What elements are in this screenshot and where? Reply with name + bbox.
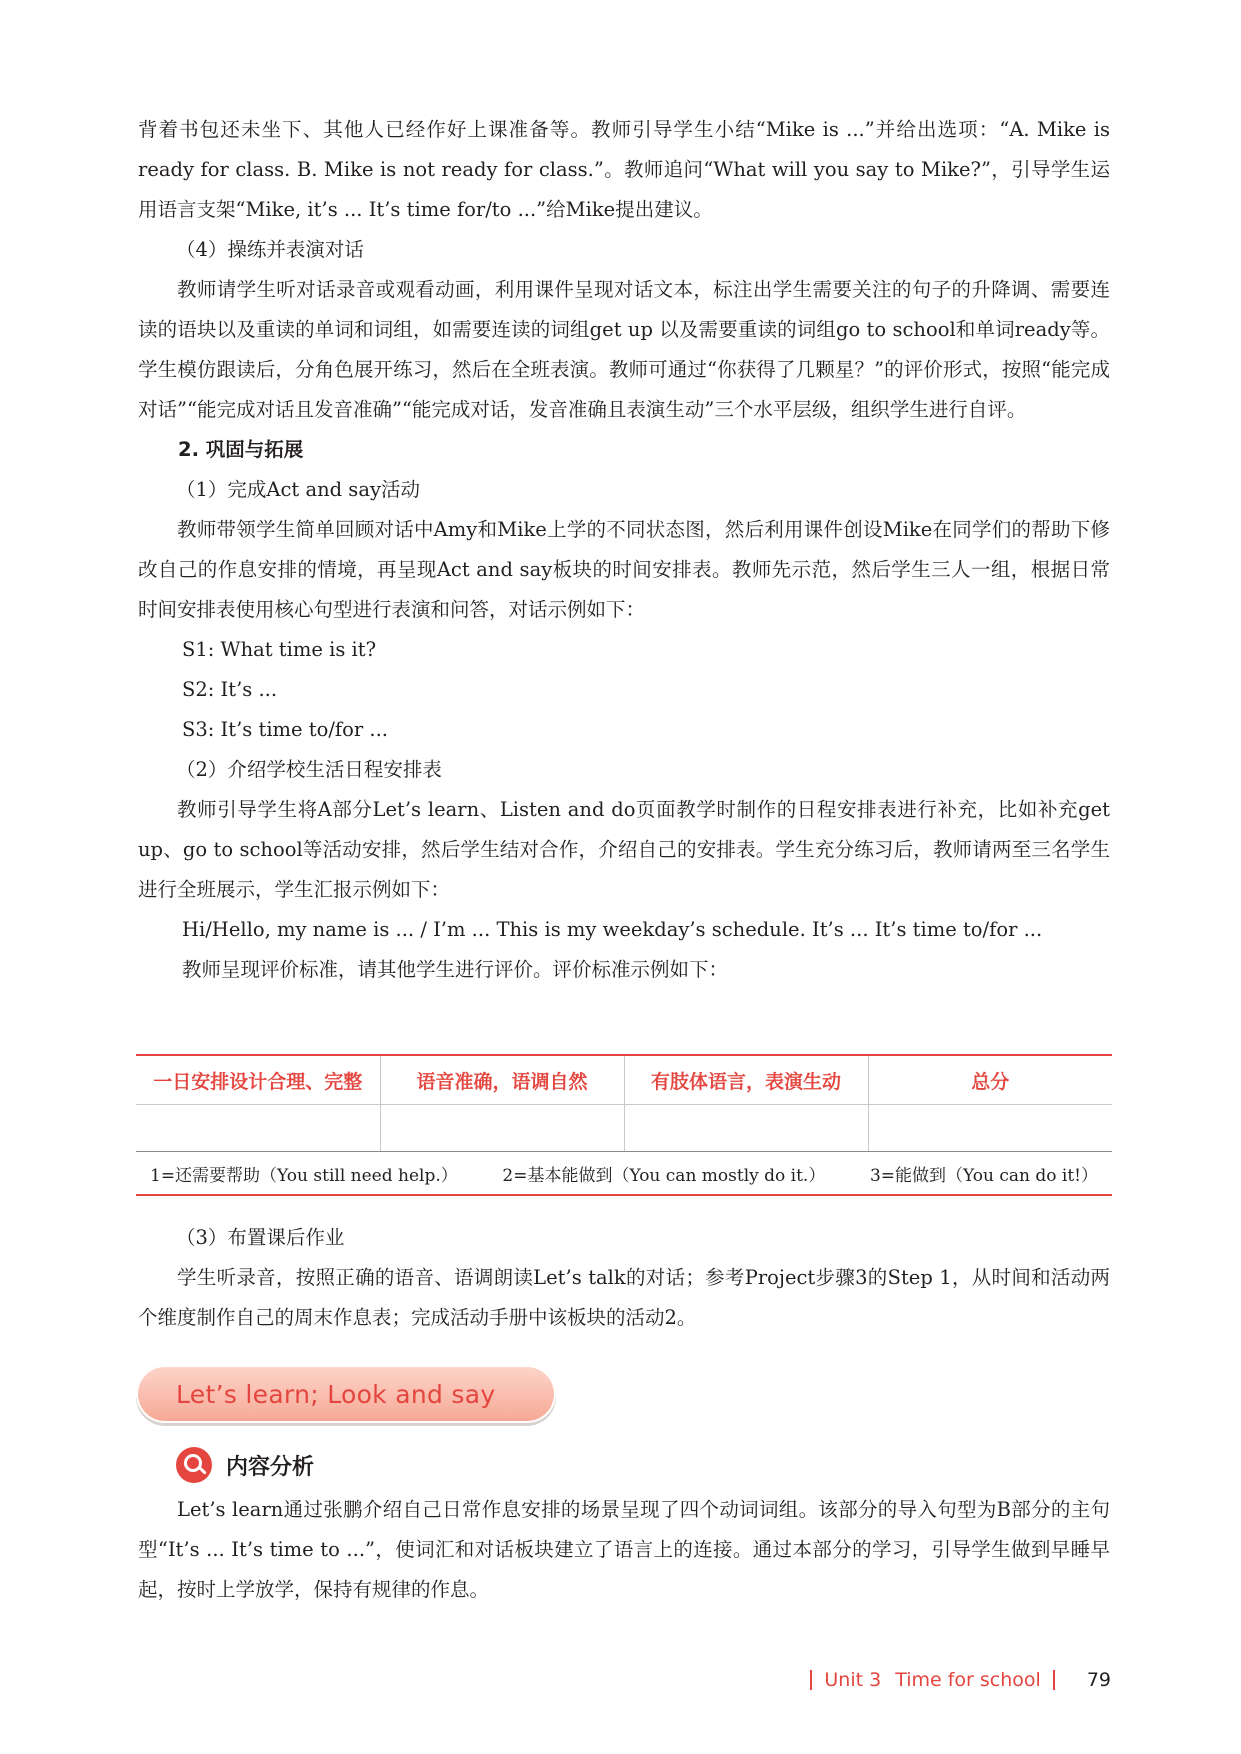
legend-level-2: 2=基本能做到（You can mostly do it.）	[502, 1165, 826, 1186]
analysis-block	[138, 1490, 1110, 1610]
section2-heading: 2. 巩固与拓展	[178, 438, 304, 461]
continuation-paragraph: 背着书包还未坐下、其他人已经作好上课准备等。教师引导学生小结“Mike is ...”并给出选项：“A. Mike is ready for class. B. Mike is not ready for class.”。教师追问“What will you say to Mike?”，引导学生运用语言支架“Mike, it’s ... It’s time for/to ...”给Mike提出建议。	[138, 118, 1110, 221]
sub3-heading: （3）布置课后作业	[176, 1226, 345, 1249]
page-number: 79	[1086, 1669, 1111, 1691]
footer-unit: Unit 3	[824, 1669, 882, 1691]
sub1-paragraph: 教师带领学生简单回顾对话中Amy和Mike上学的不同状态图，然后利用课件创设Mike在同学们的帮助下修改自己的作息安排的情境，再呈现Act and say板块的时间安排表。教师先示范，然后学生三人一组，根据日常时间安排表使用核心句型进行表演和问答，对话示例如下：	[138, 518, 1110, 621]
rubric-header-row	[136, 1055, 1112, 1105]
dialogue-line-1: S1: What time is it?	[182, 638, 377, 661]
analysis-heading: 内容分析	[226, 1454, 315, 1480]
sub2-example: Hi/Hello, my name is ... / I’m ... This is my weekday’s schedule. It’s ... It’s time to/for ...	[182, 918, 1043, 941]
analysis-paragraph: Let’s learn通过张鹏介绍自己日常作息安排的场景呈现了四个动词词组。该部分的导入句型为B部分的主句型“It’s ... It’s time to ...”，使词汇和对话板块建立了语言上的连接。通过本部分的学习，引导学生做到早睡早起，按时上学放学，保持有规律的作息。	[138, 1498, 1110, 1601]
rubric-header-performance: 有肢体语言，表演生动	[624, 1055, 868, 1105]
rubric-score-row	[136, 1105, 1112, 1152]
rubric-legend-cell	[136, 1152, 1112, 1196]
dialogue-line-3: S3: It’s time to/for ...	[182, 718, 388, 741]
sub2-paragraph: 教师引导学生将A部分Let’s learn、Listen and do页面教学时制作的日程安排表进行补充，比如补充get up、go to school等活动安排，然后学生结对合作，介绍自己的安排表。学生充分练习后，教师请两至三名学生进行全班展示，学生汇报示例如下：	[138, 798, 1110, 901]
analysis-heading-row	[176, 1444, 314, 1486]
rubric-header-pronunciation: 语音准确，语调自然	[380, 1055, 624, 1105]
step4-heading: （4）操练并表演对话	[176, 238, 364, 261]
sub1-heading: （1）完成Act and say活动	[176, 478, 420, 501]
page-footer	[798, 1669, 1111, 1691]
rubric-score-cell	[380, 1105, 624, 1152]
rubric-legend-row	[136, 1152, 1112, 1196]
rubric-header-total: 总分	[868, 1055, 1112, 1105]
legend-level-3: 3=能做到（You can do it!）	[869, 1165, 1098, 1186]
magnifier-icon	[176, 1447, 212, 1483]
footer-divider	[1053, 1670, 1055, 1690]
rubric-header-design: 一日安排设计合理、完整	[136, 1055, 380, 1105]
dialogue-line-2: S2: It’s ...	[182, 678, 278, 701]
footer-unit-title: Time for school	[895, 1669, 1041, 1691]
rubric-score-cell	[868, 1105, 1112, 1152]
sub3-paragraph: 学生听录音，按照正确的语音、语调朗读Let’s talk的对话；参考Project步骤3的Step 1，从时间和活动两个维度制作自己的周末作息表；完成活动手册中该板块的活动2。	[138, 1266, 1110, 1329]
rubric-score-cell	[136, 1105, 380, 1152]
legend-level-1: 1=还需要帮助（You still need help.）	[150, 1165, 458, 1186]
homework-block	[138, 1218, 1110, 1338]
sub2-heading: （2）介绍学校生活日程安排表	[176, 758, 442, 781]
section-banner	[136, 1365, 556, 1423]
banner-label: Let’s learn; Look and say	[176, 1379, 496, 1409]
sub2-after: 教师呈现评价标准，请其他学生进行评价。评价标准示例如下：	[182, 958, 729, 981]
rubric-score-cell	[624, 1105, 868, 1152]
footer-divider	[810, 1670, 812, 1690]
evaluation-rubric-table	[136, 1054, 1112, 1196]
step4-paragraph: 教师请学生听对话录音或观看动画，利用课件呈现对话文本，标注出学生需要关注的句子的升降调、需要连读的语块以及重读的单词和词组，如需要连读的词组get up 以及需要重读的词组go to school和单词ready等。学生模仿跟读后，分角色展开练习，然后在全班表演。教师可通过“你获得了几颗星？”的评价形式，按照“能完成对话”“能完成对话且发音准确”“能完成对话，发音准确且表演生动”三个水平层级，组织学生进行自评。	[138, 278, 1110, 421]
top-text-block	[138, 110, 1110, 990]
